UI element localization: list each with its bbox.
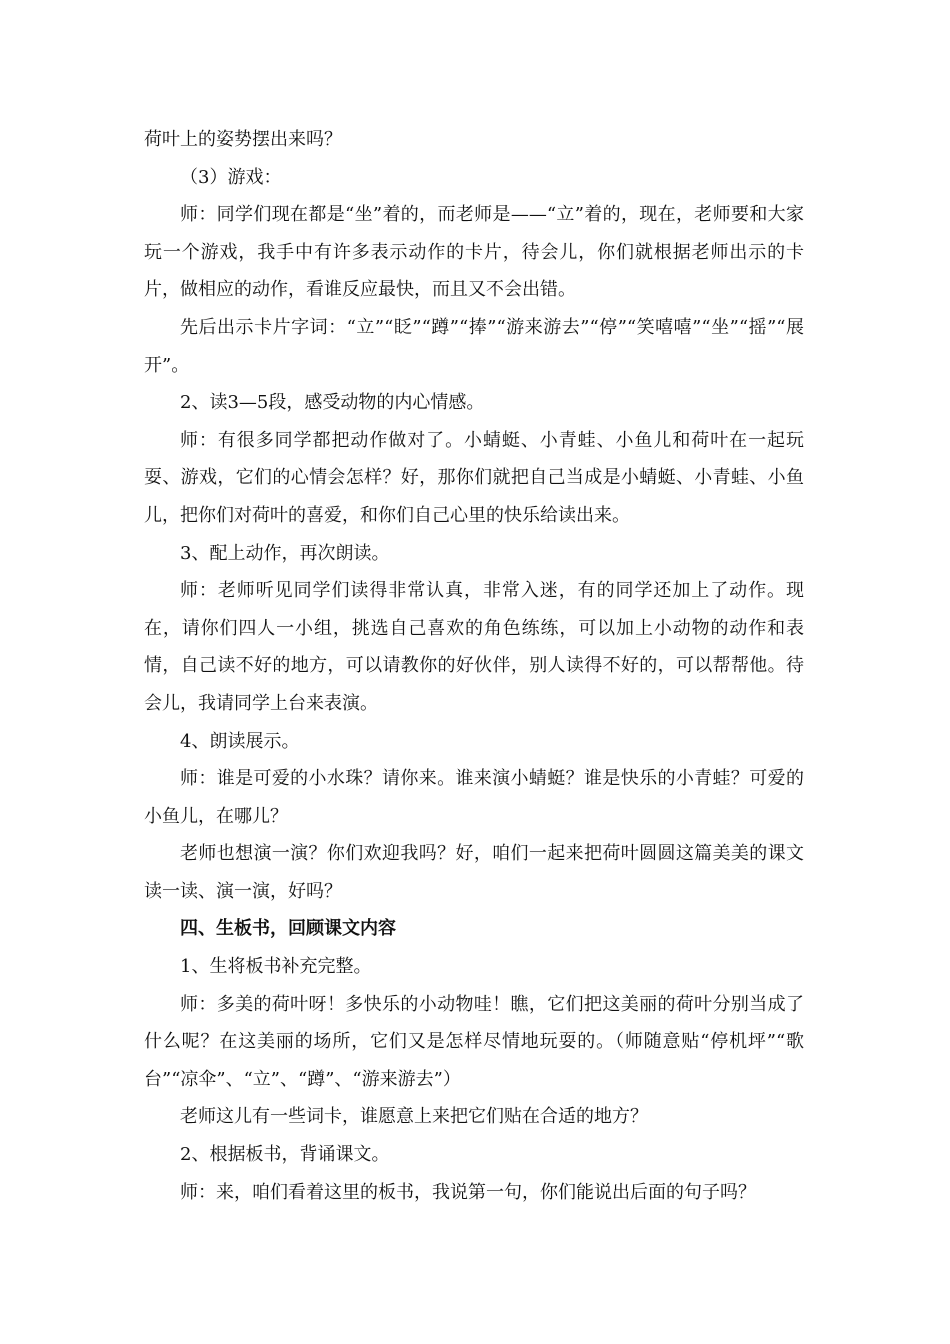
paragraph-0: 荷叶上的姿势摆出来吗？ [144,129,342,150]
paragraph-16: 师：来，咱们看着这里的板书，我说第一句，你们能说出后面的句子吗？ [180,1181,756,1203]
paragraph-1: （3）游戏： [180,166,282,188]
paragraph-8: 4、朗读展示。 [180,730,300,752]
paragraph-7: 师：老师听见同学们读得非常认真，非常入迷，有的同学还加上了动作。现在，请你们四人一小组，挑选自己喜欢的角色练练，可以加上小动物的动作和表情，自己读不好的地方，可以请教你的好伙伴，别人读得不好的，可以帮帮他。待会儿，我请同学上台来表演。 [144,580,804,714]
paragraph-9: 师：谁是可爱的小水珠？请你来。谁来演小蜻蜓？谁是快乐的小青蛙？可爱的小鱼儿，在哪儿？ [144,768,804,827]
paragraph-12: 1、生将板书补充完整。 [180,956,372,978]
document-body [144,121,804,1211]
paragraph-5: 师：有很多同学都把动作做对了。小蜻蜓、小青蛙、小鱼儿和荷叶在一起玩耍、游戏，它们的心情会怎样？好，那你们就把自己当成是小蜻蜓、小青蛙、小鱼儿，把你们对荷叶的喜爱，和你们自己心里的快乐给读出来。 [144,429,804,526]
paragraph-13: 师：多美的荷叶呀！多快乐的小动物哇！瞧，它们把这美丽的荷叶分别当成了什么呢？在这美丽的场所，它们又是怎样尽情地玩耍的。（师随意贴“停机坪”“歌台”“凉伞”、“立”、“蹲”、“游来游去”） [144,993,804,1090]
paragraph-3: 先后出示卡片字词：“立”“眨”“蹲”“捧”“游来游去”“停”“笑嘻嘻”“坐”“摇”“展开”。 [144,316,804,376]
paragraph-10: 老师也想演一演？你们欢迎我吗？好，咱们一起来把荷叶圆圆这篇美美的课文读一读、演一演，好吗？ [144,843,804,902]
paragraph-14: 老师这儿有一些词卡，谁愿意上来把它们贴在合适的地方？ [180,1106,648,1128]
paragraph-2: 师：同学们现在都是“坐”着的，而老师是——“立”着的，现在，老师要和大家玩一个游戏，我手中有许多表示动作的卡片，待会儿，你们就根据老师出示的卡片，做相应的动作，看谁反应最快，而且又不会出错。 [144,204,804,301]
paragraph-6: 3、配上动作，再次朗读。 [180,542,390,564]
section-heading: 四、生板书，回顾课文内容 [180,918,396,940]
paragraph-15: 2、根据板书，背诵课文。 [180,1144,390,1166]
paragraph-4: 2、读3—5段，感受动物的内心情感。 [180,392,485,414]
